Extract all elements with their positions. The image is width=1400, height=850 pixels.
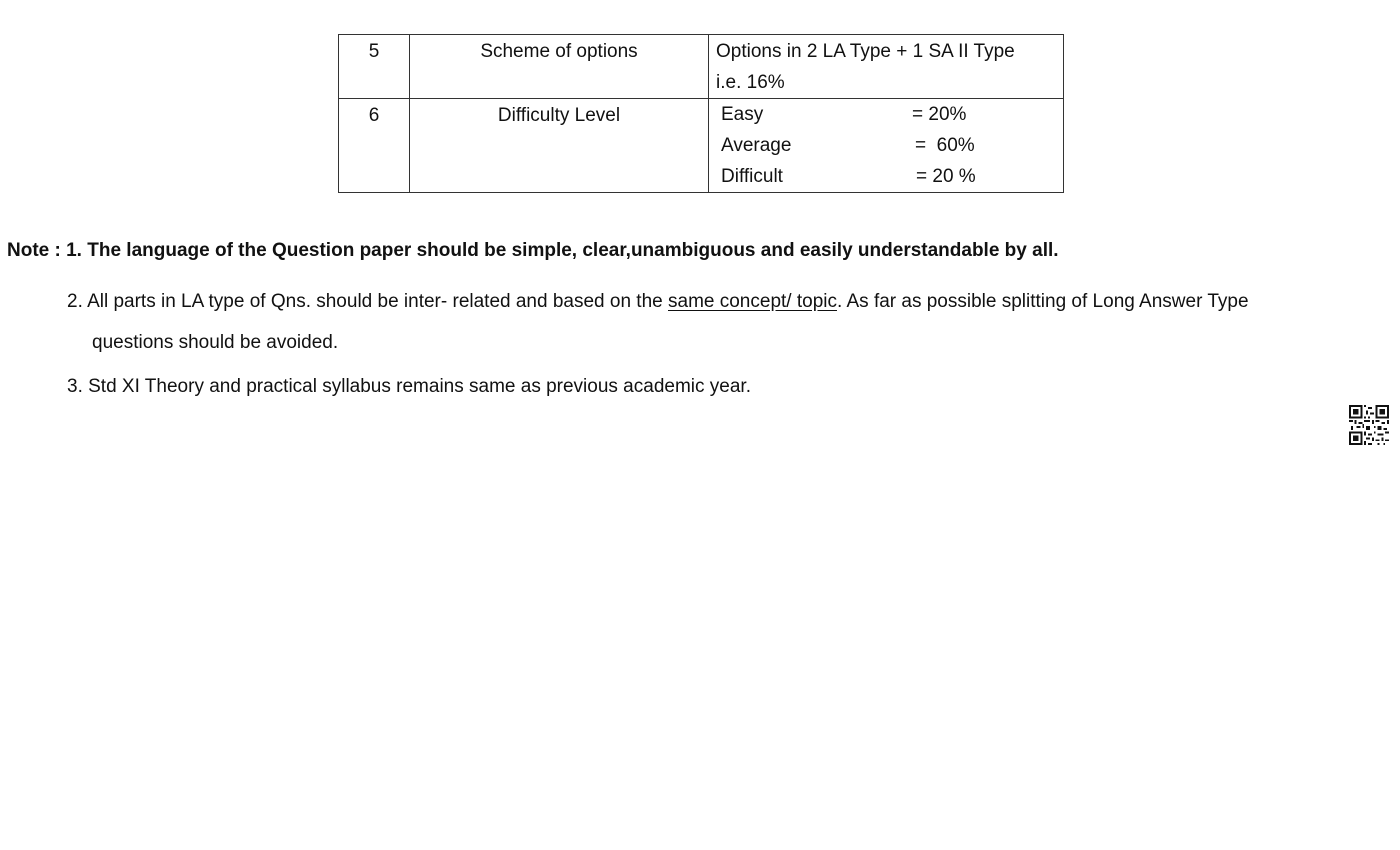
- difficulty-difficult: [709, 161, 1063, 192]
- parameter-label: Difficulty Level: [497, 105, 621, 126]
- difficulty-percent: = 60%: [915, 135, 975, 156]
- parameter-cell: [410, 99, 709, 193]
- scheme-table: [338, 34, 1064, 193]
- difficulty-average: [709, 130, 1063, 161]
- parameter-cell: [410, 35, 709, 99]
- difficulty-easy: [709, 99, 1063, 130]
- value-line: Options in 2 LA Type + 1 SA II Type: [716, 41, 1015, 62]
- note-2-line-2: questions should be avoided.: [92, 332, 339, 353]
- value-line: i.e. 16%: [716, 72, 785, 93]
- parameter-label: Scheme of options: [480, 41, 638, 62]
- note-2-text-continued: . As far as possible splitting of Long Answer Type: [836, 291, 1249, 312]
- table-row: [339, 35, 1064, 99]
- row-number: 6: [368, 105, 380, 126]
- note-3: 3. Std XI Theory and practical syllabus remains same as previous academic year.: [67, 376, 751, 397]
- row-number-cell: [339, 35, 410, 99]
- note-2-text: 2. All parts in LA type of Qns. should be inter- related and based on the: [67, 291, 668, 312]
- difficulty-label: Difficult: [721, 166, 783, 187]
- note-2-underlined-text: same concept/ topic: [668, 291, 837, 312]
- difficulty-percent: = 20%: [912, 104, 967, 125]
- table-row: [339, 99, 1064, 193]
- difficulty-percent: = 20 %: [916, 166, 976, 187]
- difficulty-cell: [709, 99, 1064, 193]
- value-cell: [709, 35, 1064, 99]
- row-number: 5: [368, 41, 380, 62]
- note-2-line-1: [67, 281, 1367, 322]
- row-number-cell: [339, 99, 410, 193]
- difficulty-label: Average: [721, 135, 792, 156]
- note-1: Note : 1. The language of the Question paper should be simple, clear,unambiguous and easily understandable by all.: [7, 240, 1059, 261]
- qr-code-icon: [1349, 405, 1389, 445]
- note-2: [67, 281, 1367, 363]
- difficulty-label: Easy: [721, 104, 764, 125]
